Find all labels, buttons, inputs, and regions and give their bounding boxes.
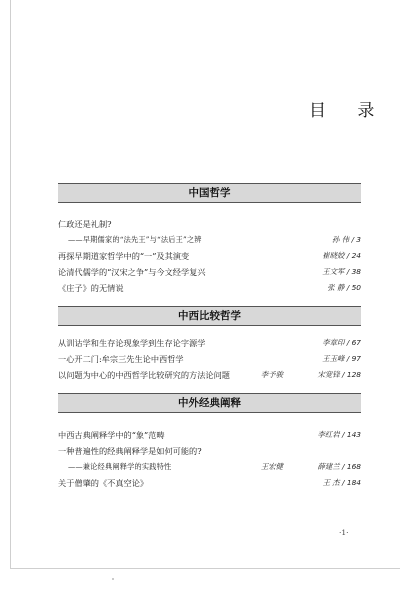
entry-author-page: 李红岩 / 143 [315, 428, 361, 442]
page-number: ·1· [339, 528, 349, 537]
entry-title: 以问题为中心的中西哲学比较研究的方法论问题 [58, 370, 230, 380]
entry-author-page: 王 杰 / 184 [320, 476, 361, 490]
entry-title: 从训诂学和生存论现象学到生存论字源学 [58, 338, 206, 348]
page-border-left [10, 0, 11, 568]
entry-author-page: 宋宽锋 / 128 [315, 368, 361, 382]
section-heading-chinese-philosophy: 中国哲学 [58, 183, 361, 203]
toc-entry[interactable] [58, 428, 361, 442]
entry-author-page: 王文军 / 38 [319, 265, 361, 279]
section-heading-comparative-philosophy: 中西比较哲学 [58, 306, 361, 326]
entry-title: 仁政还是礼制? [58, 219, 112, 229]
entry-title: 一心开二门:牟宗三先生论中西哲学 [58, 354, 184, 364]
toc-entry[interactable] [58, 352, 361, 366]
entry-title: 中西古典阐释学中的“象”范畴 [58, 430, 165, 440]
toc-entry[interactable] [58, 368, 361, 382]
toc-entry[interactable] [58, 265, 361, 279]
entry-author-page: 薛建兰 / 168 [315, 460, 361, 474]
entry-author-page: 张 静 / 50 [324, 281, 361, 295]
entry-author-page: 王玉峰 / 97 [319, 352, 361, 366]
entry-subtitle: ——早期儒家的“法先王”与“法后王”之辨 [68, 235, 202, 244]
entry-author-page: 李章印 / 67 [319, 336, 361, 350]
entry-title: 一种普遍性的经典阐释学是如何可能的? [58, 446, 202, 456]
page-title: 目 录 [309, 101, 388, 121]
section-heading-classical-hermeneutics: 中外经典阐释 [58, 393, 361, 413]
toc-entry[interactable] [58, 444, 361, 458]
entry-author-page: 孙 伟 / 3 [329, 233, 361, 247]
entry-title: 论清代儒学的“汉宋之争”与今文经学复兴 [58, 267, 206, 277]
toc-entry[interactable] [58, 460, 361, 474]
entry-coauthor: 李予骏 [258, 368, 283, 382]
entry-subtitle: ——兼论经典阐释学的实践特性 [68, 462, 172, 471]
page-border-bottom [10, 568, 400, 569]
entry-author-page: 崔晓姣 / 24 [319, 249, 361, 263]
toc-entry[interactable] [58, 217, 361, 231]
toc-entry[interactable] [58, 281, 361, 295]
toc-entry[interactable] [58, 476, 361, 490]
entry-title: 再探早期道家哲学中的“一”及其演变 [58, 251, 190, 261]
entry-title: 《庄子》的无情说 [58, 283, 124, 293]
print-speck [112, 578, 114, 580]
toc-entry[interactable] [58, 336, 361, 350]
entry-title: 关于僧肇的《不真空论》 [58, 478, 149, 488]
entry-coauthor: 王宏健 [258, 460, 283, 474]
toc-entry[interactable] [58, 249, 361, 263]
toc-entry[interactable] [58, 233, 361, 247]
